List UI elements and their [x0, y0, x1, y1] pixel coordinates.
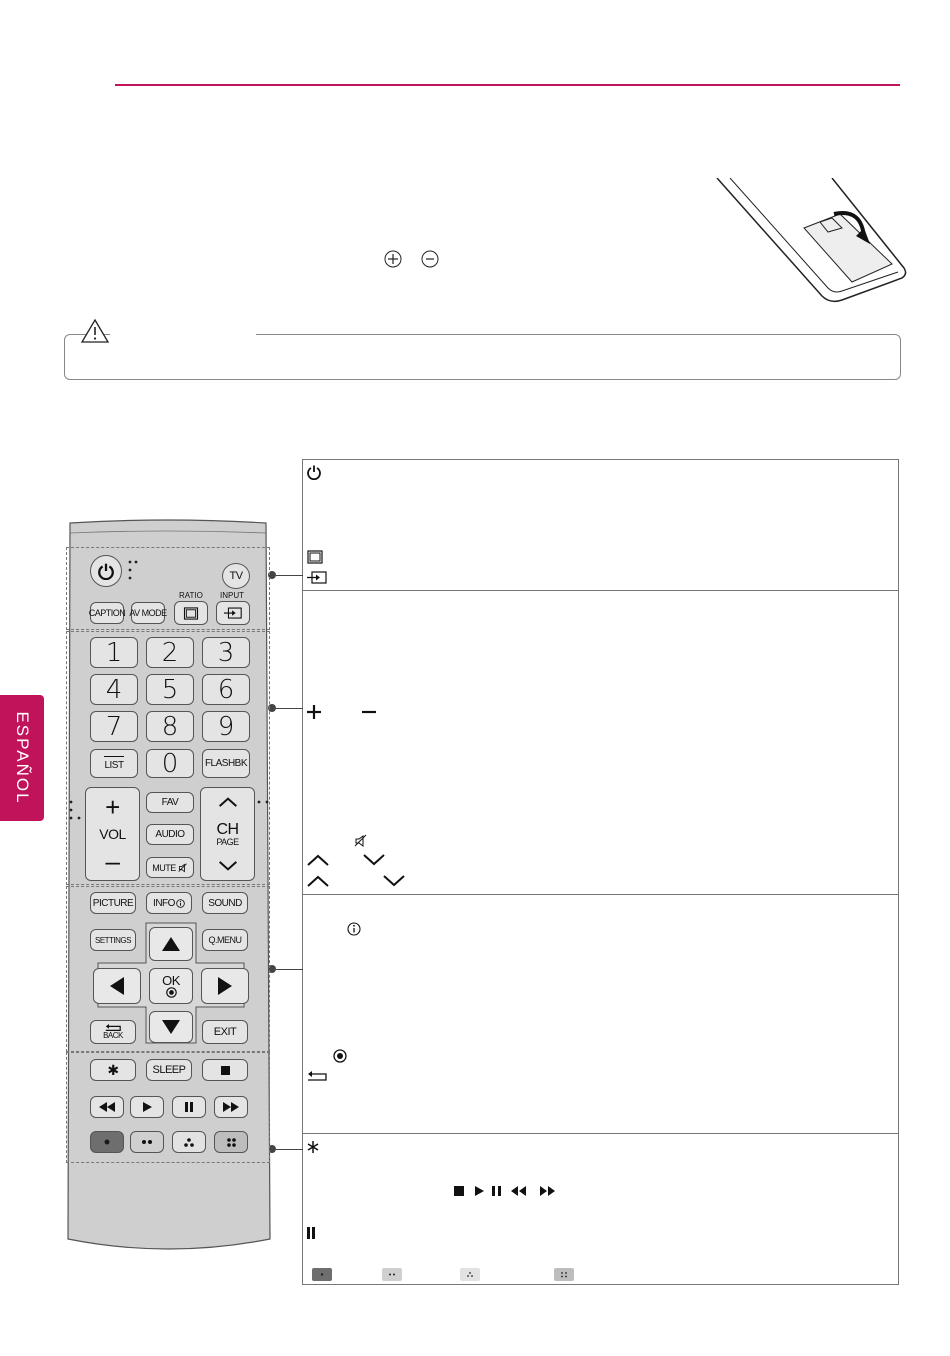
channel-down-icon	[218, 860, 238, 872]
sound-button[interactable]: SOUND	[202, 892, 248, 914]
ratio-button[interactable]	[174, 601, 208, 625]
tv-button[interactable]: TV	[222, 563, 250, 589]
back-label: BACK	[103, 1031, 123, 1040]
star-button[interactable]: ✱	[90, 1059, 136, 1081]
info-button[interactable]	[146, 892, 192, 914]
arrow-left-icon	[109, 976, 125, 996]
volume-down-icon: –	[105, 846, 120, 876]
star-icon	[306, 1140, 320, 1154]
rewind-button[interactable]	[90, 1096, 124, 1118]
play-icon	[143, 1102, 152, 1112]
arrow-up-icon	[161, 936, 181, 952]
arrow-right-icon	[217, 976, 233, 996]
digit-2-button[interactable]: 2	[146, 637, 194, 668]
av-mode-button[interactable]: AV MODE	[131, 602, 165, 624]
exit-button[interactable]: EXIT	[202, 1020, 248, 1044]
ok-label: OK	[162, 973, 180, 988]
input-label: INPUT	[220, 591, 244, 600]
back-button[interactable]	[90, 1020, 136, 1044]
picture-button[interactable]: PICTURE	[90, 892, 136, 914]
language-tab	[0, 695, 44, 821]
sleep-button[interactable]: SLEEP	[146, 1059, 192, 1081]
mute-button[interactable]	[146, 857, 194, 878]
power-icon	[306, 464, 322, 480]
pause-button[interactable]	[172, 1096, 206, 1118]
channel-up-icon	[218, 796, 238, 808]
chevron-up-icon	[306, 874, 330, 888]
fav-button[interactable]: FAV	[146, 792, 194, 813]
rewind-icon	[99, 1102, 115, 1112]
input-button[interactable]	[216, 601, 250, 625]
yellow-dots-icon	[183, 1137, 195, 1148]
pause-icon	[185, 1102, 193, 1112]
fast-forward-icon	[223, 1102, 239, 1112]
volume-up-icon: +	[105, 792, 120, 822]
description-panel	[302, 459, 899, 1285]
digit-9-button[interactable]: 9	[202, 711, 250, 742]
ratio-icon	[307, 550, 323, 564]
header-rule	[115, 84, 900, 86]
play-button[interactable]	[130, 1096, 164, 1118]
volume-rocker[interactable]	[85, 787, 140, 881]
fast-forward-button[interactable]	[214, 1096, 248, 1118]
down-button[interactable]	[149, 1011, 193, 1043]
list-label: LIST	[104, 760, 124, 771]
blue-button[interactable]	[214, 1131, 248, 1153]
remote-control	[64, 519, 272, 1254]
digit-7-button[interactable]: 7	[90, 711, 138, 742]
mute-icon	[178, 863, 188, 873]
power-button[interactable]	[90, 555, 122, 587]
audio-button[interactable]: AUDIO	[146, 824, 194, 845]
digit-1-button[interactable]: 1	[90, 637, 138, 668]
playback-icons	[454, 1184, 562, 1198]
digit-3-button[interactable]: 3	[202, 637, 250, 668]
pause-icon	[306, 1226, 316, 1240]
ch-label: CH	[216, 820, 239, 838]
caution-icon	[80, 318, 110, 344]
red-button[interactable]	[90, 1131, 124, 1153]
yellow-button[interactable]	[172, 1131, 206, 1153]
arrow-down-icon	[161, 1019, 181, 1035]
power-icon	[97, 562, 115, 580]
battery-polarity-icons	[383, 249, 443, 269]
back-icon	[306, 1070, 328, 1084]
caption-button[interactable]: CAPTION	[90, 602, 124, 624]
chevron-down-icon	[382, 874, 406, 888]
page-label: PAGE	[216, 836, 239, 847]
ratio-icon	[183, 607, 199, 620]
blue-dots-icon	[226, 1137, 237, 1148]
digit-5-button[interactable]: 5	[146, 674, 194, 705]
mute-icon	[354, 834, 368, 848]
digit-4-button[interactable]: 4	[90, 674, 138, 705]
language-tab-label: ESPAÑOL	[13, 711, 32, 805]
vol-label: VOL	[99, 826, 126, 842]
list-button[interactable]	[90, 749, 138, 778]
stop-icon	[221, 1066, 230, 1075]
channel-rocker[interactable]	[200, 787, 255, 881]
ok-icon	[166, 987, 177, 998]
input-icon	[306, 571, 328, 585]
info-icon	[176, 899, 185, 908]
flashbk-button[interactable]: FLASHBK	[202, 749, 250, 778]
digit-6-button[interactable]: 6	[202, 674, 250, 705]
ok-icon	[333, 1049, 347, 1063]
color-button-icons	[312, 1268, 576, 1282]
input-icon	[223, 607, 243, 620]
plus-icon	[306, 704, 322, 720]
digit-0-button[interactable]: 0	[146, 749, 194, 778]
minus-icon	[361, 704, 377, 720]
green-dots-icon	[141, 1139, 153, 1145]
mute-label: MUTE	[152, 862, 176, 873]
ratio-label: RATIO	[179, 591, 203, 600]
caution-box	[64, 334, 901, 380]
up-button[interactable]	[149, 927, 193, 961]
left-button[interactable]	[93, 968, 141, 1004]
stop-button[interactable]	[202, 1059, 248, 1081]
red-dot-icon	[104, 1139, 110, 1145]
chevron-up-icon	[306, 853, 330, 867]
settings-button[interactable]: SETTINGS	[90, 929, 136, 951]
q-menu-button[interactable]: Q.MENU	[202, 929, 248, 951]
chevron-down-icon	[362, 853, 386, 867]
info-label: INFO	[153, 897, 175, 909]
battery-cover-illustration	[712, 178, 908, 304]
digit-8-button[interactable]: 8	[146, 711, 194, 742]
info-icon	[347, 922, 361, 936]
right-button[interactable]	[201, 968, 249, 1004]
ok-button[interactable]	[149, 968, 193, 1004]
green-button[interactable]	[130, 1131, 164, 1153]
